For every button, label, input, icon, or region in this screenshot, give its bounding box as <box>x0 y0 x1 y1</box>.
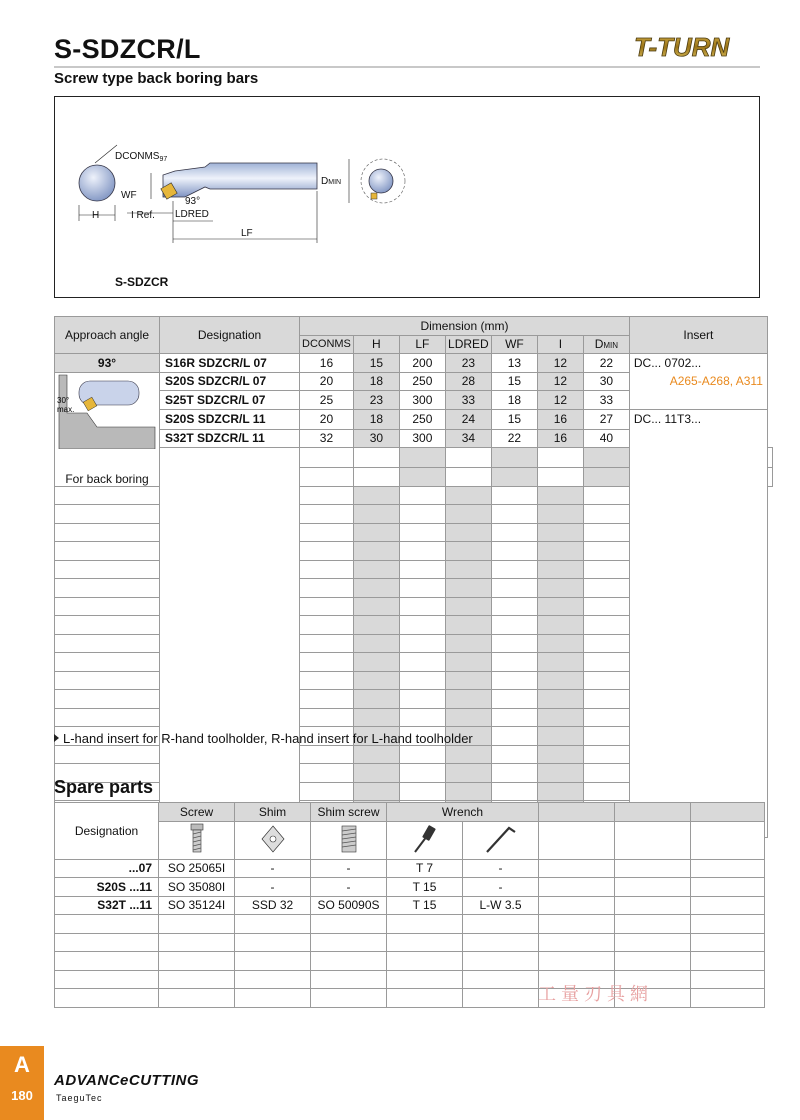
spare-wrench-2: - <box>463 878 539 897</box>
empty-cell <box>537 505 583 524</box>
empty-cell <box>537 634 583 653</box>
empty-cell <box>583 653 629 672</box>
value-cell: 20 <box>300 409 354 429</box>
empty-cell <box>445 597 491 616</box>
empty-cell <box>300 486 354 505</box>
spare-empty <box>539 878 615 897</box>
col-wf: WF <box>491 335 537 354</box>
value-cell: 18 <box>491 391 537 410</box>
value-cell: 20 <box>300 372 354 391</box>
empty-cell <box>583 505 629 524</box>
empty-cell <box>300 653 354 672</box>
insert-ref-link[interactable]: A265-A268, A311 <box>669 374 763 388</box>
empty-cell <box>55 597 160 616</box>
empty-cell <box>445 542 491 561</box>
spare-wrench-1: T 15 <box>387 896 463 915</box>
empty-cell <box>445 486 491 505</box>
empty-cell <box>767 468 772 487</box>
bar-end-view-right <box>369 169 393 193</box>
torx-wrench-icon <box>387 821 463 859</box>
empty-cell <box>300 448 354 468</box>
empty-cell <box>583 523 629 542</box>
empty-cell <box>583 690 629 709</box>
header-approach-angle: Approach angle <box>55 317 160 354</box>
approach-caption: For back boring <box>65 471 149 486</box>
empty-cell <box>537 448 583 468</box>
empty-cell <box>300 634 354 653</box>
value-cell: 300 <box>399 391 445 410</box>
empty-cell <box>583 448 629 468</box>
empty-cell <box>491 505 537 524</box>
value-cell: 32 <box>300 429 354 448</box>
value-cell: 250 <box>399 372 445 391</box>
empty-cell <box>55 690 160 709</box>
empty-cell <box>537 727 583 746</box>
spare-empty <box>691 896 765 915</box>
empty-cell <box>399 653 445 672</box>
insert-end-view <box>371 193 377 199</box>
empty-cell <box>353 579 399 598</box>
empty-cell <box>300 782 354 801</box>
empty-cell <box>399 542 445 561</box>
empty-cell <box>399 745 445 764</box>
empty-cell <box>353 653 399 672</box>
value-cell: 18 <box>353 409 399 429</box>
approach-illustration-cell <box>55 372 160 486</box>
empty-cell <box>55 523 160 542</box>
value-cell: 27 <box>583 409 629 429</box>
dim-lf-label: LF <box>241 228 253 239</box>
empty-cell <box>55 579 160 598</box>
empty-cell <box>583 727 629 746</box>
value-cell: 12 <box>537 391 583 410</box>
empty-cell <box>537 579 583 598</box>
empty-cell <box>399 486 445 505</box>
spare-designation: S20S ...11 <box>55 878 159 897</box>
value-cell: 16 <box>537 409 583 429</box>
empty-cell <box>537 468 583 487</box>
empty-cell <box>583 616 629 635</box>
empty-cell <box>537 486 583 505</box>
empty-cell <box>491 523 537 542</box>
empty-cell <box>537 690 583 709</box>
empty-cell <box>583 782 629 801</box>
spare-designation: ...07 <box>55 859 159 878</box>
empty-cell <box>537 597 583 616</box>
empty-cell <box>537 671 583 690</box>
empty-cell <box>583 634 629 653</box>
empty-cell <box>583 560 629 579</box>
value-cell: 30 <box>353 429 399 448</box>
designation-cell: S20S SDZCR/L 07 <box>160 372 300 391</box>
empty-cell <box>300 542 354 561</box>
page-subtitle: Screw type back boring bars <box>54 70 259 87</box>
value-cell: 300 <box>399 429 445 448</box>
spare-header-empty <box>615 803 691 822</box>
empty-cell <box>55 653 160 672</box>
empty-cell <box>491 542 537 561</box>
empty-cell <box>445 690 491 709</box>
empty-cell <box>353 616 399 635</box>
empty-cell <box>353 764 399 783</box>
value-cell: 40 <box>583 429 629 448</box>
svg-text:30°: 30° <box>57 395 70 405</box>
empty-cell <box>353 782 399 801</box>
empty-cell <box>491 486 537 505</box>
spare-shim-screw: SO 50090S <box>311 896 387 915</box>
designation-cell: S16R SDZCR/L 07 <box>160 354 300 373</box>
col-ldred: LDRED <box>445 335 491 354</box>
empty-cell <box>55 634 160 653</box>
value-cell: 22 <box>491 429 537 448</box>
spare-empty <box>691 859 765 878</box>
dim-iref-label: I Ref. <box>131 210 155 221</box>
empty-cell <box>399 764 445 783</box>
empty-cell <box>445 745 491 764</box>
drawing-panel <box>54 96 760 298</box>
empty-cell <box>353 523 399 542</box>
boring-bar-drawing <box>55 97 759 297</box>
empty-cell <box>399 708 445 727</box>
empty-cell <box>491 616 537 635</box>
spare-icon-empty <box>539 821 615 859</box>
empty-cell <box>399 616 445 635</box>
page-letter: A <box>14 1052 30 1077</box>
value-cell: 33 <box>445 391 491 410</box>
empty-cell <box>300 671 354 690</box>
header-dimension: Dimension (mm) <box>300 317 630 336</box>
spare-wrench-1: T 7 <box>387 859 463 878</box>
empty-cell <box>537 523 583 542</box>
empty-cell <box>445 653 491 672</box>
screw-icon <box>159 821 235 859</box>
empty-cell <box>300 468 354 487</box>
dim-dmin-label: DMIN <box>321 176 342 187</box>
value-cell: 24 <box>445 409 491 429</box>
empty-cell <box>537 708 583 727</box>
empty-cell <box>445 634 491 653</box>
dimension-table <box>54 316 773 857</box>
empty-cell <box>583 764 629 783</box>
empty-cell <box>537 560 583 579</box>
value-cell: 23 <box>445 354 491 373</box>
t-turn-logo <box>632 30 760 64</box>
bar-side-view <box>163 163 317 197</box>
empty-cell <box>445 671 491 690</box>
designation-cell: S32T SDZCR/L 11 <box>160 429 300 448</box>
value-cell: 28 <box>445 372 491 391</box>
empty-cell <box>583 597 629 616</box>
empty-cell <box>445 708 491 727</box>
empty-cell <box>445 505 491 524</box>
insert-cell-11 <box>629 409 767 838</box>
empty-cell <box>55 505 160 524</box>
empty-cell <box>300 690 354 709</box>
empty-cell <box>537 764 583 783</box>
spare-empty-row <box>55 989 159 1008</box>
empty-cell <box>353 708 399 727</box>
spare-empty <box>691 878 765 897</box>
spare-wrench-2: - <box>463 859 539 878</box>
empty-cell <box>300 745 354 764</box>
empty-cell <box>300 505 354 524</box>
spare-screw: SO 35124I <box>159 896 235 915</box>
header-designation: Designation <box>160 317 300 354</box>
spare-empty-row <box>55 970 159 989</box>
empty-cell <box>399 560 445 579</box>
empty-cell <box>300 560 354 579</box>
shim-icon <box>235 821 311 859</box>
hex-wrench-icon <box>463 821 539 859</box>
value-cell: 13 <box>491 354 537 373</box>
value-cell: 200 <box>399 354 445 373</box>
spare-shim-screw: - <box>311 859 387 878</box>
empty-cell <box>583 671 629 690</box>
bullet-triangle-icon <box>54 734 59 742</box>
spare-header-screw: Screw <box>159 803 235 822</box>
brand-logo: ADVANCeCUTTING <box>54 1072 200 1089</box>
spare-header-designation: Designation <box>55 803 159 860</box>
spare-empty <box>615 878 691 897</box>
empty-cell <box>491 579 537 598</box>
spare-empty <box>539 859 615 878</box>
back-boring-icon <box>57 373 157 449</box>
empty-cell <box>491 468 537 487</box>
dim-wf-label: WF <box>121 190 137 201</box>
empty-cell <box>353 597 399 616</box>
hand-note: L-hand insert for R-hand toolholder, R-hand insert for L-hand toolholder <box>54 731 473 746</box>
spare-header-wrench: Wrench <box>387 803 539 822</box>
empty-cell <box>353 671 399 690</box>
value-cell: 22 <box>583 354 629 373</box>
spare-shim: - <box>235 878 311 897</box>
shim-screw-icon <box>311 821 387 859</box>
empty-cell <box>353 745 399 764</box>
empty-cell <box>55 745 160 764</box>
spare-empty-row <box>55 933 159 952</box>
empty-cell <box>353 690 399 709</box>
spare-header-empty <box>539 803 615 822</box>
dim-ldred-label: LDRED <box>175 209 209 220</box>
empty-cell <box>491 597 537 616</box>
empty-cell <box>537 745 583 764</box>
empty-cell <box>491 708 537 727</box>
empty-cell <box>353 486 399 505</box>
spare-empty <box>615 859 691 878</box>
approach-empty-cell <box>160 448 300 857</box>
spare-screw: SO 35080I <box>159 878 235 897</box>
empty-cell <box>491 653 537 672</box>
spare-icon-empty <box>615 821 691 859</box>
spare-empty-row <box>55 952 159 971</box>
empty-cell <box>445 782 491 801</box>
empty-cell <box>55 671 160 690</box>
value-cell: 15 <box>491 372 537 391</box>
empty-cell <box>300 764 354 783</box>
insert-type-11: DC... 11T3... <box>633 411 702 426</box>
designation-cell: S25T SDZCR/L 07 <box>160 391 300 410</box>
spare-wrench-2: L-W 3.5 <box>463 896 539 915</box>
empty-cell <box>353 468 399 487</box>
spare-screw: SO 25065I <box>159 859 235 878</box>
spare-parts-table <box>54 802 765 1008</box>
empty-cell <box>445 579 491 598</box>
brand-sub: TaeguTec <box>56 1093 103 1103</box>
watermark-text: 工量刃具網 <box>538 984 653 1005</box>
page-title: S-SDZCR/L <box>54 34 201 64</box>
value-cell: 16 <box>537 429 583 448</box>
empty-cell <box>491 745 537 764</box>
spare-icon-empty <box>691 821 765 859</box>
empty-cell <box>583 708 629 727</box>
empty-cell <box>491 727 537 746</box>
empty-cell <box>583 579 629 598</box>
spare-shim: - <box>235 859 311 878</box>
value-cell: 16 <box>300 354 354 373</box>
empty-cell <box>491 782 537 801</box>
spare-wrench-1: T 15 <box>387 878 463 897</box>
spare-empty <box>539 896 615 915</box>
col-lf: LF <box>399 335 445 354</box>
empty-cell <box>399 505 445 524</box>
empty-cell <box>300 523 354 542</box>
empty-cell <box>445 764 491 783</box>
empty-cell <box>399 634 445 653</box>
empty-cell <box>399 579 445 598</box>
empty-cell <box>445 468 491 487</box>
value-cell: 12 <box>537 354 583 373</box>
empty-cell <box>445 616 491 635</box>
empty-cell <box>55 616 160 635</box>
empty-cell <box>445 523 491 542</box>
empty-cell <box>491 671 537 690</box>
empty-cell <box>399 523 445 542</box>
value-cell: 23 <box>353 391 399 410</box>
empty-cell <box>399 448 445 468</box>
empty-cell <box>55 560 160 579</box>
empty-cell <box>353 505 399 524</box>
insert-type-07: DC... 0702... <box>633 356 702 370</box>
empty-cell <box>300 616 354 635</box>
dim-h-label: H <box>92 210 100 221</box>
empty-cell <box>583 542 629 561</box>
designation-cell: S20S SDZCR/L 11 <box>160 409 300 429</box>
empty-cell <box>300 579 354 598</box>
empty-cell <box>537 782 583 801</box>
empty-cell <box>300 708 354 727</box>
empty-cell <box>399 468 445 487</box>
empty-cell <box>583 468 629 487</box>
empty-cell <box>399 597 445 616</box>
col-dmin: DMIN <box>583 335 629 354</box>
empty-cell <box>537 542 583 561</box>
col-h: H <box>353 335 399 354</box>
value-cell: 15 <box>353 354 399 373</box>
page-number: 180 <box>11 1088 33 1103</box>
spare-designation: S32T ...11 <box>55 896 159 915</box>
col-i: I <box>537 335 583 354</box>
empty-cell <box>767 448 772 468</box>
empty-cell <box>491 690 537 709</box>
bar-end-view <box>79 165 115 201</box>
angle-value: 93° <box>55 354 160 373</box>
empty-cell <box>399 671 445 690</box>
empty-cell <box>537 616 583 635</box>
empty-cell <box>300 597 354 616</box>
svg-text:T-TURN: T-TURN <box>634 32 730 62</box>
insert-cell-07 <box>629 354 767 410</box>
empty-cell <box>583 745 629 764</box>
value-cell: 33 <box>583 391 629 410</box>
spare-parts-title: Spare parts <box>54 777 154 797</box>
spare-header-shim-screw: Shim screw <box>311 803 387 822</box>
svg-text:max.: max. <box>57 404 75 414</box>
value-cell: 25 <box>300 391 354 410</box>
empty-cell <box>55 542 160 561</box>
angle-label: 93° <box>185 196 201 207</box>
empty-cell <box>399 782 445 801</box>
header-insert: Insert <box>629 317 767 354</box>
spare-empty-row <box>55 915 159 934</box>
empty-cell <box>491 634 537 653</box>
value-cell: 18 <box>353 372 399 391</box>
empty-cell <box>491 560 537 579</box>
empty-cell <box>537 653 583 672</box>
spare-header-shim: Shim <box>235 803 311 822</box>
empty-cell <box>55 486 160 505</box>
empty-cell <box>491 764 537 783</box>
spare-header-empty <box>691 803 765 822</box>
value-cell: 30 <box>583 372 629 391</box>
empty-cell <box>445 448 491 468</box>
value-cell: 15 <box>491 409 537 429</box>
empty-cell <box>353 634 399 653</box>
spare-shim-screw: - <box>311 878 387 897</box>
title-rule <box>54 66 760 68</box>
value-cell: 34 <box>445 429 491 448</box>
figure-caption: S-SDZCR <box>115 275 169 289</box>
spare-shim: SSD 32 <box>235 896 311 915</box>
col-dconms: DCONMS <box>300 335 354 354</box>
value-cell: 250 <box>399 409 445 429</box>
empty-cell <box>55 708 160 727</box>
empty-cell <box>353 448 399 468</box>
value-cell: 12 <box>537 372 583 391</box>
dim-dconms-label: $DCONMS_{97}$ <box>115 151 168 163</box>
empty-cell <box>353 560 399 579</box>
empty-cell <box>353 542 399 561</box>
empty-cell <box>491 448 537 468</box>
empty-cell <box>583 486 629 505</box>
empty-cell <box>445 560 491 579</box>
spare-empty <box>615 896 691 915</box>
page-tab <box>0 1046 44 1120</box>
empty-cell <box>399 690 445 709</box>
